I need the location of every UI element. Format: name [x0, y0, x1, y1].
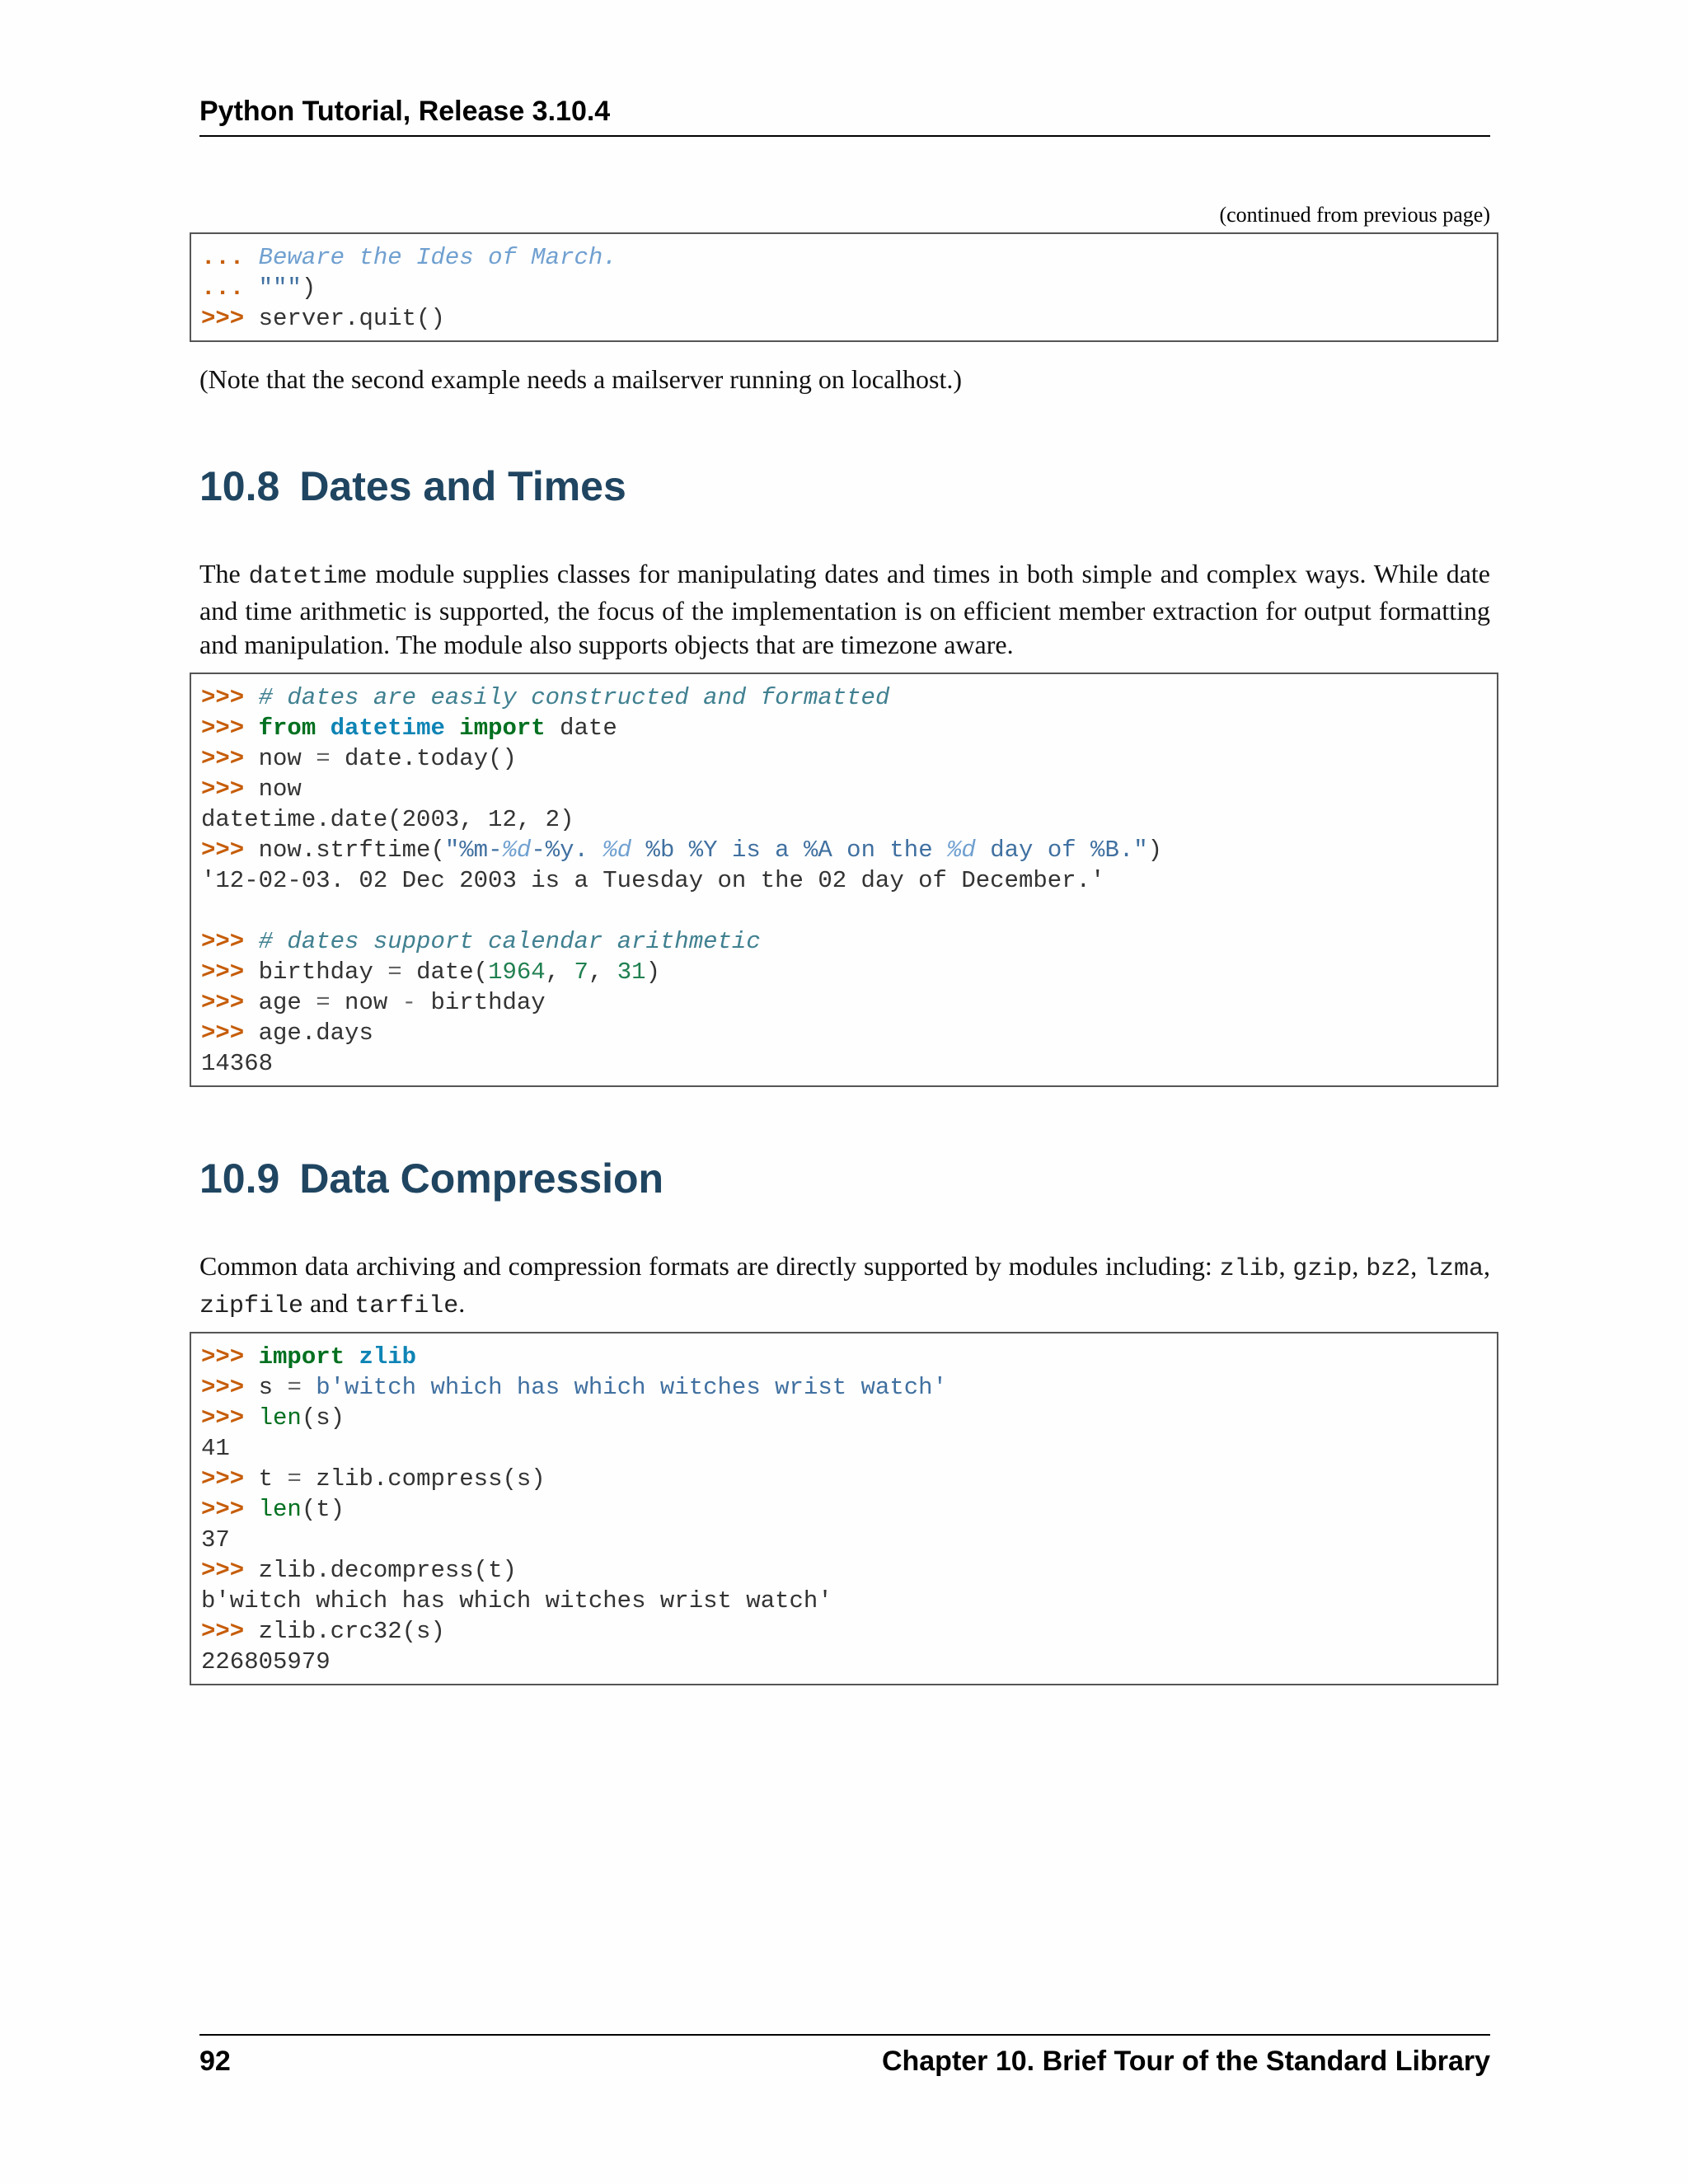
- code-token-out: ): [645, 958, 660, 986]
- code-token-out: ): [301, 274, 316, 302]
- code-token-kw: from: [258, 715, 316, 742]
- code-token-num: 7: [574, 958, 588, 986]
- code-token-prompt: >>>: [201, 1496, 259, 1523]
- section-number: 10.9: [199, 1155, 280, 1202]
- code-line: [201, 1372, 1497, 1403]
- text-run: ,: [1278, 1251, 1293, 1281]
- code-token-string: %b %Y is a %A on the: [631, 837, 948, 864]
- code-token-out: 14368: [201, 1050, 274, 1077]
- code-line: [201, 1433, 1497, 1464]
- code-token-out: 37: [201, 1526, 230, 1554]
- code-line: [201, 774, 1497, 804]
- code-line: [201, 1586, 1497, 1616]
- code-token-prompt: >>>: [201, 837, 259, 864]
- code-line: [201, 242, 1497, 273]
- code-token-prompt: >>>: [201, 1374, 259, 1401]
- code-token-out: b'witch which has which witches wrist watch': [201, 1587, 832, 1615]
- code-token-out: t: [258, 1465, 288, 1493]
- code-token-prompt: >>>: [201, 989, 259, 1016]
- code-token-out: birthday: [416, 989, 546, 1016]
- code-line: [201, 1616, 1497, 1647]
- inline-code-gzip: gzip: [1292, 1255, 1353, 1283]
- code-token-num: 31: [617, 958, 646, 986]
- page-number: 92: [199, 2046, 231, 2077]
- compression-intro-paragraph: [199, 1249, 1490, 1324]
- code-line: [201, 1647, 1497, 1677]
- code-line: [201, 804, 1497, 835]
- code-token-prompt: >>>: [201, 958, 259, 986]
- code-token-op: =: [287, 1374, 302, 1401]
- code-token-prompt: >>>: [201, 1343, 259, 1371]
- code-token-prompt: >>>: [201, 715, 259, 742]
- code-token-out: ): [1147, 837, 1163, 864]
- code-line: [201, 896, 1497, 926]
- code-token-out: now: [330, 989, 402, 1016]
- code-token-op: -: [401, 989, 417, 1016]
- code-token-out: now.strftime(: [258, 837, 445, 864]
- code-line: [201, 987, 1497, 1018]
- code-token-out: birthday: [258, 958, 388, 986]
- continued-note: (continued from previous page): [1219, 203, 1490, 227]
- code-token-out: datetime.date(2003, 12, 2): [201, 806, 574, 833]
- inline-code-tarfile: tarfile: [354, 1292, 459, 1320]
- code-token-string: b'witch which has which witches wrist watch': [316, 1374, 947, 1401]
- code-token-op: =: [316, 745, 331, 772]
- section-title-text: Dates and Times: [299, 463, 626, 509]
- code-token-escape: %d: [502, 837, 532, 864]
- code-line: [201, 1464, 1497, 1494]
- code-token-out: now: [258, 745, 316, 772]
- code-token-out: date(: [401, 958, 489, 986]
- code-token-ns: zlib: [359, 1343, 417, 1371]
- code-token-op: =: [316, 989, 331, 1016]
- inline-code-lzma: lzma: [1424, 1255, 1484, 1283]
- code-line: [201, 303, 1497, 334]
- code-token-ns: datetime: [330, 715, 445, 742]
- code-token-out: [316, 715, 330, 742]
- code-token-out: ,: [588, 958, 617, 986]
- footer-rule: [199, 2034, 1490, 2036]
- code-token-out: server.quit(): [258, 305, 445, 332]
- code-token-out: age.days: [258, 1019, 373, 1047]
- inline-code-zipfile: zipfile: [199, 1292, 304, 1320]
- inline-code-zlib: zlib: [1219, 1255, 1279, 1283]
- code-token-prompt: >>>: [201, 1019, 259, 1047]
- code-line: [201, 273, 1497, 303]
- code-line: [201, 1494, 1497, 1525]
- code-token-prompt: >>>: [201, 1465, 259, 1493]
- text-run: module supplies classes for manipulating dates and times in both simple and complex ways. While date and time arithmetic is supported, the focus of the implementation is on efficient member extraction for output formatting and manipulation. The module also supports objects that are timezone aware.: [199, 559, 1491, 659]
- code-line: [201, 1048, 1497, 1079]
- code-token-prompt: >>>: [201, 1404, 259, 1432]
- code-token-prompt: >>>: [201, 684, 259, 711]
- code-line: [201, 1403, 1497, 1433]
- page-footer: [199, 2042, 1490, 2080]
- code-token-builtin: len: [258, 1404, 302, 1432]
- code-block-datetime: [190, 673, 1498, 1087]
- code-token-prompt: >>>: [201, 1557, 259, 1584]
- code-token-out: age: [258, 989, 316, 1016]
- code-line: [201, 713, 1497, 743]
- code-line: [201, 835, 1497, 865]
- code-token-escape: %d: [947, 837, 976, 864]
- footer-chapter-title: Chapter 10. Brief Tour of the Standard Library: [881, 2046, 1490, 2077]
- section-number: 10.8: [199, 463, 280, 509]
- code-token-string: -%y.: [531, 837, 603, 864]
- code-token-num: 1964: [488, 958, 546, 986]
- text-run: ,: [1484, 1251, 1491, 1281]
- code-token-prompt: ...: [201, 244, 259, 271]
- code-token-out: ,: [545, 958, 574, 986]
- code-token-comment: # dates support calendar arithmetic: [258, 928, 761, 955]
- code-token-op: =: [387, 958, 402, 986]
- text-run: The: [199, 559, 249, 588]
- code-token-kw: import: [459, 715, 546, 742]
- code-token-out: 226805979: [201, 1648, 331, 1675]
- code-token-comment: # dates are easily constructed and formatted: [258, 684, 890, 711]
- text-run: ,: [1410, 1251, 1425, 1281]
- code-token-out: date.today(): [330, 745, 517, 772]
- code-line: [201, 957, 1497, 987]
- section-heading-10-8: [199, 462, 626, 511]
- note-paragraph: (Note that the second example needs a mailserver running on localhost.): [199, 364, 963, 394]
- code-block-smtp-continued: [190, 232, 1498, 342]
- code-token-string: """: [258, 274, 302, 302]
- code-token-op: =: [287, 1465, 302, 1493]
- code-token-out: zlib.decompress(t): [258, 1557, 517, 1584]
- text-run: Common data archiving and compression formats are directly supported by modules including:: [199, 1251, 1220, 1281]
- code-token-prompt: >>>: [201, 928, 259, 955]
- code-line: [201, 1342, 1497, 1372]
- text-run: ,: [1352, 1251, 1367, 1281]
- code-line: [201, 1018, 1497, 1048]
- code-token-out: zlib.compress(s): [301, 1465, 546, 1493]
- inline-code-datetime: datetime: [248, 563, 368, 591]
- code-token-prompt: >>>: [201, 776, 259, 803]
- code-token-out: 41: [201, 1435, 230, 1462]
- code-line: [201, 1525, 1497, 1555]
- code-token-kw: import: [258, 1343, 345, 1371]
- code-token-prompt: >>>: [201, 745, 259, 772]
- code-token-out: [345, 1343, 359, 1371]
- code-token-builtin: len: [258, 1496, 302, 1523]
- code-line: [201, 1555, 1497, 1586]
- code-line: [201, 926, 1497, 957]
- text-run: and: [303, 1288, 355, 1318]
- text-run: .: [458, 1288, 466, 1318]
- code-token-out: s: [258, 1374, 288, 1401]
- code-token-escape: Beware the Ides of March.: [258, 244, 617, 271]
- code-token-prompt: ...: [201, 274, 259, 302]
- code-token-escape: %d: [603, 837, 632, 864]
- section-heading-10-9: [199, 1154, 663, 1203]
- code-block-zlib: [190, 1332, 1498, 1685]
- code-line: [201, 743, 1497, 774]
- code-token-out: [302, 1374, 316, 1401]
- running-header: Python Tutorial, Release 3.10.4: [199, 92, 1490, 137]
- code-token-out: '12-02-03. 02 Dec 2003 is a Tuesday on the 02 day of December.': [201, 867, 1105, 894]
- code-token-out: zlib.crc32(s): [258, 1618, 445, 1645]
- code-token-out: [445, 715, 459, 742]
- datetime-intro-paragraph: [199, 557, 1490, 662]
- code-line: [201, 865, 1497, 896]
- code-token-string: day of %B.": [975, 837, 1148, 864]
- code-token-string: "%m-: [444, 837, 503, 864]
- inline-code-bz2: bz2: [1366, 1255, 1411, 1283]
- code-token-out: date: [545, 715, 617, 742]
- section-title-text: Data Compression: [299, 1155, 664, 1202]
- code-line: [201, 682, 1497, 713]
- code-token-prompt: >>>: [201, 305, 259, 332]
- code-token-out: (t): [301, 1496, 345, 1523]
- code-token-out: (s): [301, 1404, 345, 1432]
- code-token-out: now: [258, 776, 302, 803]
- code-token-prompt: >>>: [201, 1618, 259, 1645]
